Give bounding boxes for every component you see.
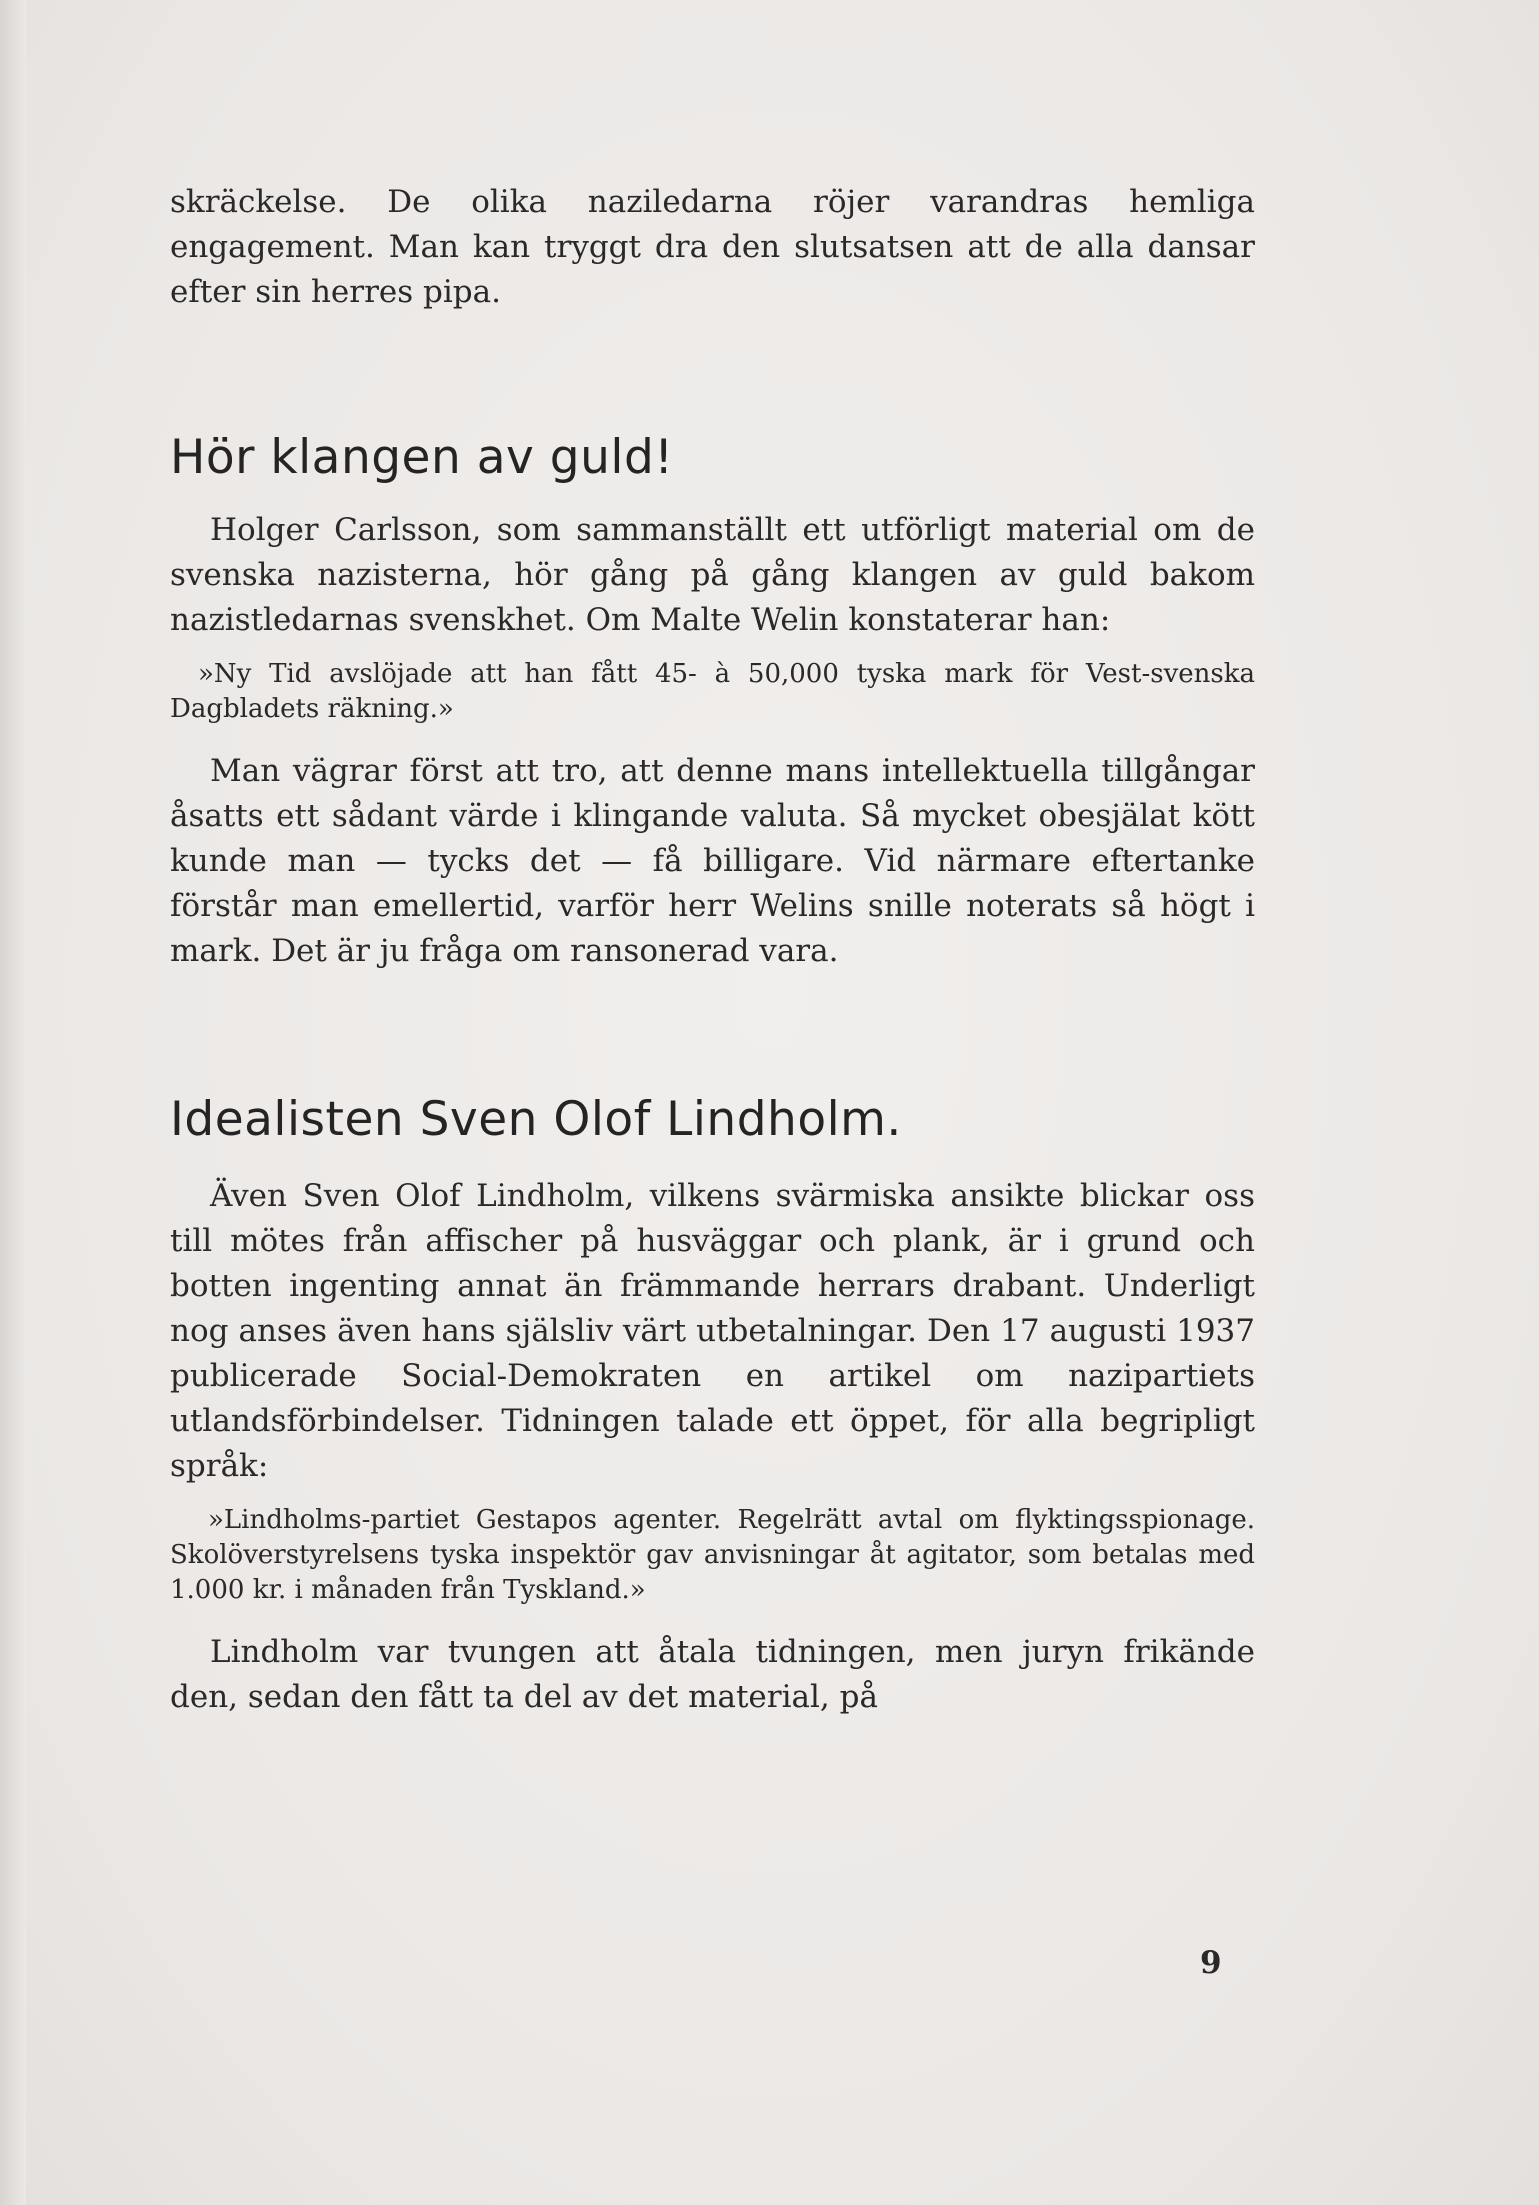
page-content xyxy=(170,180,1255,1720)
section1-paragraph2: Man vägrar först att tro, att denne mans intellektuella tillgångar åsatts ett sådant värde i klingande valuta. Så mycket obesjälat kött kunde man — tycks det — få billigare. Vid närmare eftertanke förstår man emellertid, varför herr Welins snille noterats så högt i mark. Det är ju fråga om ransonerad vara. xyxy=(170,753,1255,969)
page-number: 9 xyxy=(1200,1945,1222,1981)
section-heading-guld: Hör klangen av guld! xyxy=(170,430,674,485)
section1-paragraph1: Holger Carlsson, som sammanställt ett utförligt material om de svenska nazisterna, hör gång på gång klangen av guld bakom nazistledarnas svenskhet. Om Malte Welin konstaterar han: xyxy=(170,512,1255,638)
section2-paragraph1: Även Sven Olof Lindholm, vilkens svärmiska ansikte blickar oss till mötes från affischer på husväggar och plank, är i grund och botten ingenting annat än främmande herrars drabant. Underligt nog anses även hans själsliv värt utbetalningar. Den 17 augusti 1937 publicerade Social-Demokraten en artikel om nazipartiets utlandsförbindelser. Tidningen talade ett öppet, för alla begripligt språk: xyxy=(170,1178,1255,1484)
opening-paragraph: skräckelse. De olika naziledarna röjer varandras hemliga engagement. Man kan tryggt dra den slutsatsen att de alla dansar efter sin herres pipa. xyxy=(170,184,1255,310)
section1-quote: »Ny Tid avslöjade att han fått 45- à 50,000 tyska mark för Vest-svenska Dagbladets räkning.» xyxy=(170,659,1255,724)
page-gutter xyxy=(0,0,26,2205)
section-heading-lindholm: Idealisten Sven Olof Lindholm. xyxy=(170,1092,902,1147)
section2-paragraph2: Lindholm var tvungen att åtala tidningen, men juryn frikände den, sedan den fått ta del av det material, på xyxy=(170,1634,1255,1715)
section2-quote: »Lindholms-partiet Gestapos agenter. Regelrätt avtal om flyktingsspionage. Skolöverstyrelsens tyska inspektör gav anvisningar åt agitator, som betalas med 1.000 kr. i månaden från Tyskland.» xyxy=(170,1505,1255,1605)
